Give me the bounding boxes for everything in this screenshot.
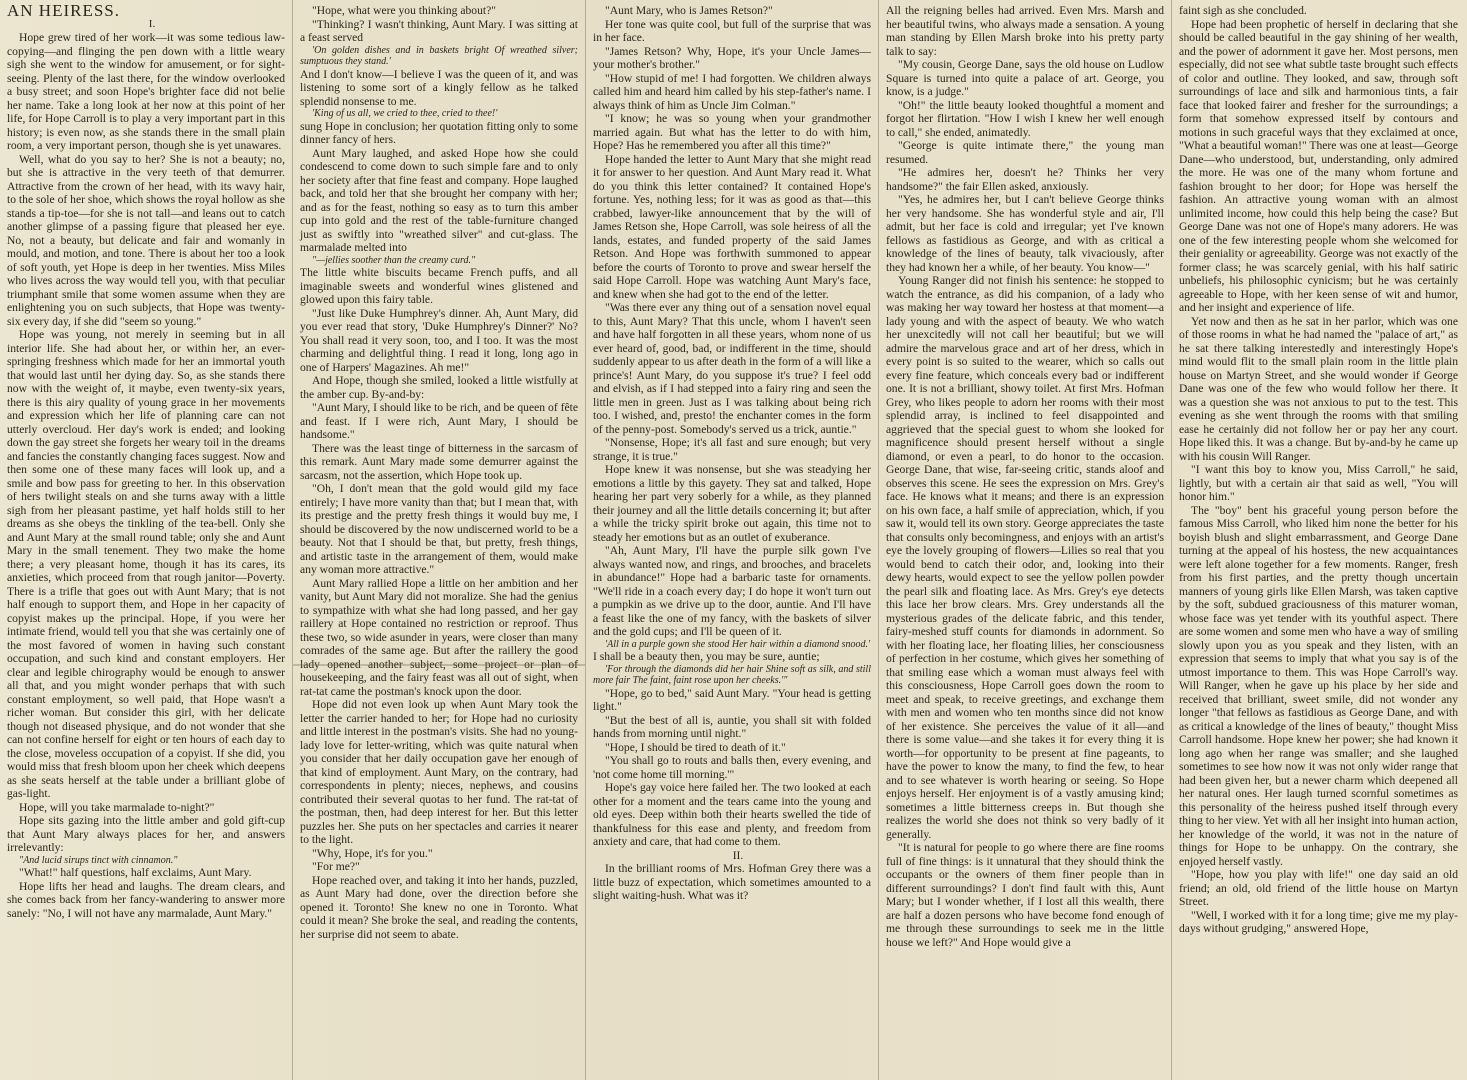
- paragraph: Yet now and then as he sat in her parlor, which was one of those rooms in what he had named the "palace of art," as he sat there talking interestedly and interestingly Hope's mind would flit to the small plain room in the little plain house on Martyn Street, and she would wonder if George Dane was one of the few who would follow her there. It was a question she was not anxious to put to the test. This evening as she went through the rooms with that smiling ease he certainly did not follow her or pay her any court. Hope liked this. It was a change. But by-and-by he came up with his cousin Will Ranger.: [1179, 314, 1458, 463]
- paragraph: sung Hope in conclusion; her quotation fitting only to some dinner fancy of hers.: [300, 119, 578, 146]
- paragraph: Hope, will you take marmalade to-night?": [19, 800, 215, 814]
- paragraph: "George is quite intimate there," the young man resumed.: [886, 139, 1164, 166]
- paragraph: And I don't know—I believe I was the queen of it, and was listening to some sort of a kingly fellow as he talked splendid nonsense to me.: [300, 67, 578, 108]
- paragraph: "Was there ever any thing out of a sensation novel equal to this, Aunt Mary? That this uncle, whom I haven't seen and have half forgotten in all these years, whom none of us ever heard of, good, bad, or indifferent in the time, should suddenly appear to us after death in the form of a will like a prince's! Aunt Mary, do you suppose it's true? I feel odd and elvish, as if I had stepped into a fairy ring and seen the little men in green. Just as I was talking about being rich too. I wished, and, presto! the enchanter comes in the form of the penny-post. Somebody's served us a trick, auntie.": [593, 301, 871, 436]
- paragraph: I shall be a beauty then, you may be sure, auntie;: [593, 650, 820, 663]
- paragraph: Aunt Mary rallied Hope a little on her ambition and her vanity, but Aunt Mary did not moralize. She had the genius to sympathize with what she had long passed, and her gay raillery at Hope contained no restriction or reproof. Thus these two, so wide asunder in years, were closer than many comrades of the same age. But after the raillery the good lady opened another subject, some project or plan of housekeeping, and the fairy feast was all out of sight, when rat-tat came the postman's knock upon the door.: [300, 576, 578, 698]
- paragraph: "Hope, how you play with life!" one day said an old friend; an old, old friend of the little house on Martyn Street.: [1179, 868, 1458, 908]
- column-4: [879, 0, 1172, 1080]
- paragraph: Hope grew tired of her work—it was some tedious law-copying—and flinging the pen down with a little weary sigh she went to the window for amusement, or for sight-seeing. Plenty of the last there, for the window overlooked a busy street; and soon Hope's brighter face did not belie her name. Take a long look at her now at this point of her life, for Hope Carroll is to play a very important part in this history; is even now, as she stands there in the small plain room, a very important person, though she is yet unawares.: [7, 31, 285, 152]
- paragraph: "Aunt Mary, who is James Retson?": [605, 4, 773, 17]
- paragraph: "He admires her, doesn't he? Thinks her very handsome?" the fair Ellen asked, anxiously.: [886, 166, 1164, 193]
- paragraph: "Hope, I should be tired to death of it.": [605, 740, 786, 754]
- paragraph: "You shall go to routs and balls then, every evening, and 'not come home till morning.'": [593, 754, 871, 781]
- paragraph: "What!" half questions, half exclaims, Aunt Mary.: [19, 866, 252, 879]
- paragraph: Hope was young, not merely in seeming but in all interior life. She had about her, or within her, an ever-springing freshness which made for her an immortal youth that would last until her dying day. So, as she stands there now with the weight of, it maybe, even twenty-six years, there is this airy quality of young grace in her movements and expression which her life of planning care can not utterly overcloud. Her day's work is ended; and looking down the gay street she forgets her weary toil in the dreams and fancies the constantly changing faces suggest. Now and then some one of these many faces will look up, and a smile and bow pass for greeting to her. In this observation of hers twilight steals on and she turns away with a little sigh from her pleasant pastime, yet half holds still to her dreams as she obeys the tinkling of the tea-bell. Only she and Aunt Mary at the small round table; only she and Aunt Mary in the small tenement. They two make the home there; a very pleasant home, though it has its cares, its anxieties, which proceed from that rough janitor—Poverty. There is a trifle that goes out with Aunt Mary; that is not half enough to support them, and Hope in her capacity of copyist makes up the principal. Hope, if you were her intimate friend, would tell you that she was certainly one of the most favored of women in having such constant occupation, and such kind and constant employers. Her clear and legible chirography would be enough to answer all that, and you might wonder perhaps that with such constant employment, so well paid, that Hope wasn't a richer woman. But consider this girl, with her delicate though not diseased physique, and do not wonder that she can not confine herself for eight or ten hours of each day to the close, moveless occupation of a copyist. If she did, you would miss that fresh bloom upon her cheek which deepens as she seats herself at the table under a brilliant globe of gas-light.: [7, 328, 285, 800]
- paragraph: "Ah, Aunt Mary, I'll have the purple silk gown I've always wanted now, and rings, and brooches, and bracelets in abundance!" Hope had a barbaric taste for ornaments. "We'll ride in a coach every day; I do hope it won't turn out a pumpkin as we drive up to the door, auntie. And I'll have a feast like the one of my fancy, with the baskets of silver and the gold cups; and I'll be queen of it.: [593, 544, 871, 638]
- paragraph: "Hope, what were you thinking about?": [312, 4, 496, 17]
- paragraph: The little white biscuits became French puffs, and all imaginable sweets and wonderful wines glistened and glowed upon this fairy table.: [300, 266, 578, 306]
- column-1: [0, 0, 293, 1080]
- paragraph: "Aunt Mary, I should like to be rich, and be queen of fête and feast. If I were rich, Aunt Mary, I should be handsome.": [300, 401, 578, 441]
- paragraph: Hope did not even look up when Aunt Mary took the letter the carrier handed to her; for Hope had no curiosity and little interest in the postman's visits. She had no young-lady love for letter-writing, which was quite natural when you consider that her daily occupation gave her enough of that kind of employment. Aunt Mary, on the contrary, had correspondents in plenty; nieces, nephews, and cousins contributed their several quotas to her fund. The rat-tat of the postman, then, had deep interest for her. But this letter puzzles her. She puts on her spectacles and carries it nearer to the light.: [300, 698, 578, 846]
- paragraph: Hope knew it was nonsense, but she was steadying her emotions a little by this gayety. They sat and talked, Hope hearing her part very soberly for a while, as they planned their journey and all the little details concerning it; but after a while the tricky spirit broke out again, this time not to steady her emotions but as an outlet of exuberance.: [593, 463, 871, 544]
- paragraph: "I know; he was so young when your grandmother married again. But what has the letter to do with him, Hope? Has he remembered you after all this time?": [593, 112, 871, 152]
- paragraph: Hope handed the letter to Aunt Mary that she might read it for answer to her question. And Aunt Mary read it. What do you think this letter contained? It contained Hope's fortune. Yes, nothing less; for it was as good as that—this crabbed, lawyer-like announcement that by the will of James Retson she, Hope Carroll, was sole heiress of all the lands, estates, and funded property of the said James Retson. And Hope was forthwith summoned to appear before the courts of Toronto to prove and swear herself the said Hope Carroll. Hope was watching Aunt Mary's face, and knew when she had got to the end of the letter.: [593, 152, 871, 301]
- section-numeral-1: I.: [148, 17, 156, 30]
- paragraph: Hope reached over, and taking it into her hands, puzzled, as Aunt Mary had done, over the direction before she opened it. Toronto! She knew no one in Toronto. What could it mean? She broke the seal, and reading the contents, her surprise did not seem to abate.: [300, 873, 578, 941]
- verse-quote: 'King of us all, we cried to thee, cried to thee!': [312, 108, 498, 119]
- verse-quote: "—jellies soother than the creamy curd.": [312, 254, 476, 266]
- verse-quote: "And lucid sirups tinct with cinnamon.": [19, 854, 178, 866]
- paragraph: "Oh, I don't mean that the gold would gild my face entirely; I have more vanity than that; but I mean that, with its prestige and the pretty fresh things it would buy me, I should be discovered by the now undiscerned world to be a beauty. Not that I should be that, but pretty, fresh things, and artistic taste in the arrangement of them, would make any woman more attractive.": [300, 482, 578, 576]
- paragraph: Hope lifts her head and laughs. The dream clears, and she comes back from her fancy-wandering to answer more sanely: "No, I will not have any marmalade, Aunt Mary.": [7, 879, 285, 920]
- paragraph: "James Retson? Why, Hope, it's your Uncle James—your mother's brother.": [593, 44, 871, 71]
- paragraph: Her tone was quite cool, but full of the surprise that was in her face.: [593, 17, 871, 44]
- paragraph: There was the least tinge of bitterness in the sarcasm of this remark. Aunt Mary made some demurrer against the sarcasm, not the assertion, which Hope took up.: [300, 441, 578, 482]
- paragraph: All the reigning belles had arrived. Even Mrs. Marsh and her beautiful twins, who always made a sensation. A young man standing by Ellen Marsh broke into his pretty party talk to say:: [886, 4, 1164, 58]
- paragraph: In the brilliant rooms of Mrs. Hofman Grey there was a little buzz of expectation, which sometimes amounted to a slight waiting-hush. What was it?: [593, 862, 871, 902]
- verse-quote: 'On golden dishes and in baskets bright Of wreathed silver; sumptuous they stand.': [300, 44, 578, 67]
- paragraph: "But the best of all is, auntie, you shall sit with folded hands from morning until night.": [593, 713, 871, 740]
- paragraph: "For me?": [312, 860, 360, 873]
- paragraph: "Well, I worked with it for a long time; give me my play-days without grudging," answered Hope,: [1179, 908, 1458, 935]
- paragraph: "Nonsense, Hope; it's all fast and sure enough; but very strange, it is true.": [593, 436, 871, 463]
- paragraph: "How stupid of me! I had forgotten. We children always called him and heard him called by his step-father's name. I always think of him as Uncle Jim Colman.": [593, 71, 871, 112]
- paragraph: Well, what do you say to her? She is not a beauty; no, but she is attractive in the very teeth of that demurrer. Attractive from the crown of her head, with its wavy hair, to the sole of her shoe, which shows the royal hollow as she stands a tip-toe—for she is not tall—and leans out to catch another glimpse of a passing figure that pleased her eye. No, not a beauty, but delicate and fair and womanly in mould, and motion, and tone. There is about her too a look of soft youth, yet Hope is deep in her twenties. Miss Miles who lives across the way would tell you, with that peculiar triumphant smile that some women assume when they are enlightening you on such subjects, that Hope was twenty-six every day, if she did "seem so young.": [7, 152, 285, 328]
- paragraph: "Oh!" the little beauty looked thoughtful a moment and forgot her flirtation. "How I wish I knew her well enough to call," she ended, animatedly.: [886, 98, 1164, 139]
- clipping-seam: [293, 664, 585, 666]
- paragraph: "Just like Duke Humphrey's dinner. Ah, Aunt Mary, did you ever read that story, 'Duke Humphrey's Dinner?' No? You shall read it very soon, too, and I too. It was the most charming and delightful thing. I read it long, long ago in one of Harpers' Magazines. Ah me!": [300, 306, 578, 374]
- paragraph: "Yes, he admires her, but I can't believe George thinks her very handsome. She has wonderful style and air, I'll admit, but her face is cold and irregular; yet I've known fellows as fastidious as George, and with as critical a knowledge of the lines of beauty, talk vivaciously, after they had known her a while, of her beauty. You know—": [886, 193, 1164, 274]
- paragraph: Hope's gay voice here failed her. The two looked at each other for a moment and the tears came into the young and old eyes. Deep within both their hearts swelled the tide of thankfulness for this ease and plenty, and freedom from anxiety and care, that had come to them.: [593, 781, 871, 848]
- paragraph: And Hope, though she smiled, looked a little wistfully at the amber cup. By-and-by:: [300, 374, 578, 401]
- paragraph: "Why, Hope, it's for you.": [312, 846, 433, 860]
- paragraph: Aunt Mary laughed, and asked Hope how she could condescend to come down to such simple fare and to only her society after that fine feast and company. Hope laughed back, and told her that she brought her company with her; and as for the feast, nothing so easy as to turn this amber cup into gold and the rest of the table-furniture changed just as swiftly into "wreathed silver" and cut-glass. The marmalade melted into: [300, 146, 578, 254]
- paragraph: The "boy" bent his graceful young person before the famous Miss Carroll, who liked him none the better for his boyish blush and slight embarrassment, and George Dane turning at the appeal of his hostess, the new acquaintances were left alone together for a few moments. Ranger, fresh from his first parties, and the pretty though uncertain manners of young girls like Ellen Marsh, was taken captive by the soft, subdued graciousness of this maturer woman, whose face was yet tender with its youthful aspect. There are some women and some men who have a way of smiling slowly upon you as you speak and they listen, with an expression that seems to imply that what you say is of the utmost importance to them. This was Hope Carroll's way. Will Ranger, when he gave up his place by her side and received that brilliant, sweet smile, did not wonder any longer "that fellows as fastidious as George Dane, and with as critical a knowledge of the lines of beauty," thought Miss Carroll handsome. Hope knew her power; she had known it long ago when her range was smaller; and she laughed sometimes to see how now it was not only wider range that had been given her, but a newer charm which deepened all her natural ones. Her laugh turned scornful sometimes as this personality of the heiress pushed itself through every thing to her view. Yet with all her insight into human action, her knowledge of the world, it was not in the nature of things for Hope to be unhappy. On the contrary, she enjoyed herself vastly.: [1179, 503, 1458, 868]
- paragraph: "My cousin, George Dane, says the old house on Ludlow Square is turned into quite a palace of art. George, you know, is a judge.": [886, 58, 1164, 98]
- paragraph: Young Ranger did not finish his sentence: he stopped to watch the entrance, as did his companion, of a lady who was making her way toward her hostess at that moment—a lady young and with the aspect of beauty. We who watch her unexcitedly will not call her beautiful; but we will admire the marvelous grace and art of her dress, which in every point is so suited to the wearer, which so calls out every fine feature, which conceals every bad or indifferent one. It is not a brilliant, showy toilet. At first Mrs. Hofman Grey, who likes people to adorn her rooms with their most splendid array, is inclined to feel disappointed and aggrieved that the special guest to whom she looked for magnificence should present herself without a single diamond, or even a pearl, to do honor to the occasion. George Dane, that wise, far-seeing critic, stands aloof and observes this scene. He sees the expression on Mrs. Grey's face. He knows what it means; and there is an expression on his own face, a half smile of appreciation, which, if you saw it, would tell its own story. George appreciates the taste that consults only becomingness, and enjoys with an artist's eye the lovely grouping of flowers—Lilies so real that you would bend to catch their odor, and, looking into their dewy hearts, would expect to see the yellow pollen powder the pearl silk and floating lace. As Mrs. Grey's eye detects this lace her brow clears. Mrs. Grey understands all the mysterious grades of the delicate fabric, and this tender, fairy-meshed stuff counts for diamonds in adornment. So with her floating lace, her floating lilies, her consciousness of perfection in her costume, which gives her something of that smiling ease which a woman must always feel with this consciousness, Hope Carroll goes down the room to meet and speak, to receive greetings, and exchange them with men and women who ten months since did not know of her existence. She perceives the value of it all—and there is some value—and she takes it for every thing it is worth—for opportunity to be present at fine pageants, to have the power to know the many, to find the few, to hear and to see whatever is worth hearing or seeing. So Hope enjoys herself. Her enjoyment is of a vastly amusing kind; sometimes a little bitterness creeps in. But though she realizes the world she does not think so very badly of it generally.: [886, 274, 1164, 841]
- paragraph: Hope had been prophetic of herself in declaring that she should be called beautiful in the gay shining of her wealth, and the power of adornment it gave her. Most persons, men especially, did not see what subtle taste brought such effects of color and outline. They looked, and saw, through soft surroundings of lace and silk and harmonious tints, a fair face that looked fairer and fresher for the surroundings; a form that somehow expressed itself by contours and motions in such graceful ways that they exclaimed at once, "What a beautiful woman!" There was one at least—George Dane—who understood, but, understanding, only admired the more. He was one of the many whom fortune and fashion brought to her door; for Hope was herself the fashion. An attractive young woman with an almost unlimited income, how could this help being the case? But George Dane was not one of Hope's many adorers. He was one of the few interesting people whom she welcomed for their geniality or agreeability. George was not exactly of the former class; he was scarcely genial, with his half satiric unbeliefs, his philosophic cynicism; but he was certainly agreeable to Hope, with her keen sense of wit and humor, and her insight and experience of life.: [1179, 17, 1458, 314]
- column-5: [1172, 0, 1465, 1080]
- article-title: AN HEIRESS.: [7, 1, 121, 20]
- column-3: [586, 0, 879, 1080]
- section-numeral-2: II.: [732, 848, 744, 862]
- verse-quote: 'All in a purple gown she stood Her hair within a diamond snood.': [605, 638, 871, 650]
- paragraph: "I want this boy to know you, Miss Carroll," he said, lightly, but with a certain air that said as well, "You will honor him.": [1179, 463, 1458, 503]
- paragraph: faint sigh as she concluded.: [1179, 4, 1307, 17]
- column-2: [293, 0, 586, 1080]
- paragraph: Hope sits gazing into the little amber and gold gift-cup that Aunt Mary always places for her, and answers irrelevantly:: [7, 814, 285, 854]
- paragraph: "Thinking? I wasn't thinking, Aunt Mary. I was sitting at a feast served: [300, 17, 578, 44]
- verse-quote: 'For through the diamonds did her hair Shine soft as silk, and still more fair The faint, faint rose upon her cheeks.'": [593, 663, 871, 686]
- paragraph: "Hope, go to bed," said Aunt Mary. "Your head is getting light.": [593, 686, 871, 713]
- paragraph: "It is natural for people to go where there are fine rooms full of fine things: is it unnatural that they should think the occupants or the owners of them finer people than in different surroundings? I don't find fault with this, Aunt Mary; but I wonder whether, if I lost all this wealth, there are half a dozen persons who have become fond enough of me through these surroundings to seek me in the little house we left?" And Hope would give a: [886, 841, 1164, 949]
